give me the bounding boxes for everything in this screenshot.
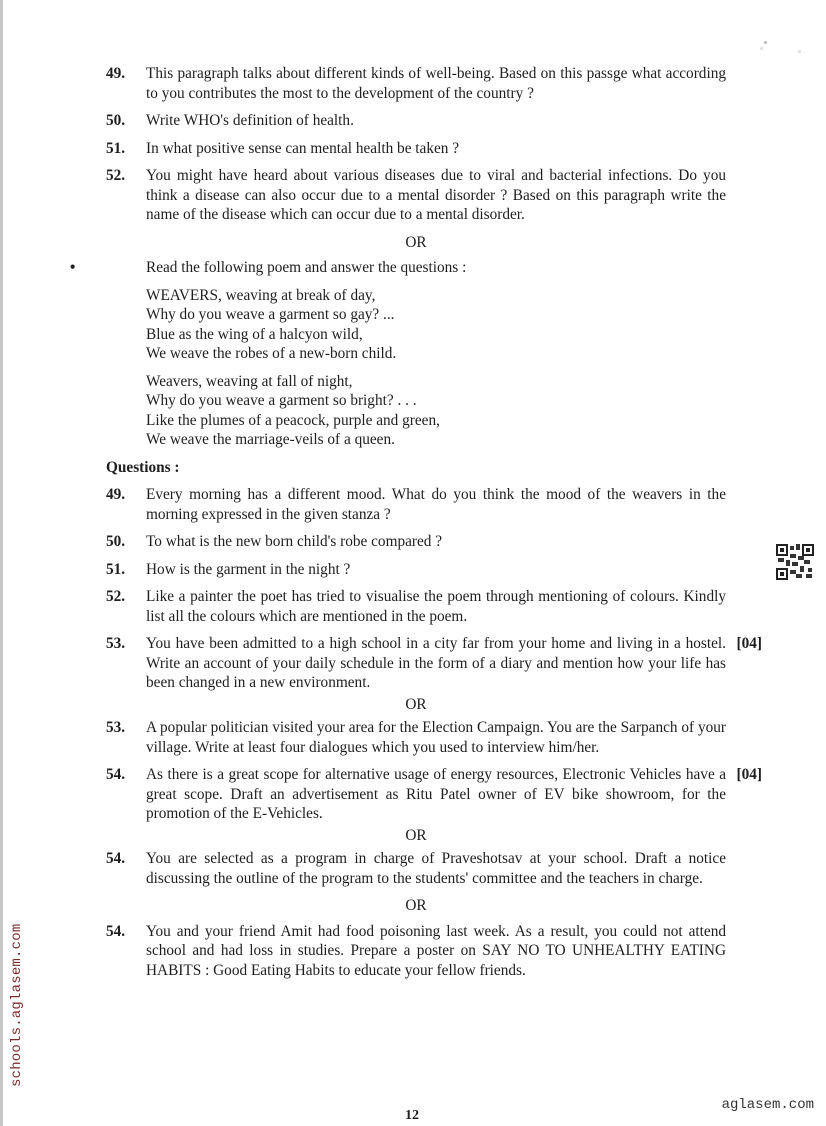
question-53-option-2 <box>106 718 726 757</box>
question-51 <box>106 139 726 159</box>
question-number: 49. <box>106 486 126 503</box>
qr-code-icon <box>776 544 814 580</box>
question-text: To what is the new born child's robe compared ? <box>146 533 443 550</box>
question-text: You are selected as a program in charge of Praveshotsav at your school. Draft a notice discussing the outline of the program to the students' committee and the teachers in charge. <box>146 850 726 887</box>
question-text: You might have heard about various diseases due to viral and bacterial infections. Do you think a disease can also occur due to a mental disorder ? Based on this paragraph write the name of the disease which can occur due to a mental disorder. <box>146 167 726 223</box>
marks-label: [04] <box>736 766 762 783</box>
question-text: Like a painter the poet has tried to visualise the poem through mentioning of colours. Kindly list all the colours which are mentioned in the poem. <box>146 588 726 625</box>
question-text: A popular politician visited your area for the Election Campaign. You are the Sarpanch of your village. Write at least four dialogues which you used to interview him/her. <box>146 719 726 756</box>
question-text: How is the garment in the night ? <box>146 560 351 578</box>
question-52 <box>106 166 726 225</box>
poem-line: We weave the marriage-veils of a queen. <box>146 431 395 448</box>
footer-watermark: aglasem.com <box>721 1097 814 1113</box>
or-separator: OR <box>405 897 427 914</box>
question-number: 54. <box>106 850 126 867</box>
poem-instruction <box>70 258 726 278</box>
marks-label: [04] <box>736 635 762 652</box>
question-text: You have been admitted to a high school in a city far from your home and living in a hostel. Write an account of your daily schedule in the form of a diary and mention how your life has been changed in a new environment. <box>146 635 726 691</box>
scan-specks <box>760 38 810 58</box>
question-54-option-3 <box>106 922 726 981</box>
question-number: 52. <box>106 588 126 605</box>
poem-line: Like the plumes of a peacock, purple and green, <box>146 411 440 429</box>
poem-question-50 <box>106 532 726 552</box>
poem-question-49 <box>106 485 726 524</box>
question-number: 50. <box>106 112 126 129</box>
poem-line: Weavers, weaving at fall of night, <box>146 372 353 390</box>
page-left-border <box>0 0 3 1126</box>
poem-line: WEAVERS, weaving at break of day, <box>146 286 376 304</box>
or-separator: OR <box>405 826 427 844</box>
side-watermark: schools.aglasem.com <box>9 923 25 1087</box>
question-number: 52. <box>106 167 126 184</box>
question-54-option-1 <box>106 765 762 824</box>
question-number: 53. <box>106 719 126 736</box>
question-50 <box>106 111 726 131</box>
question-53-option-1 <box>106 634 762 693</box>
question-number: 54. <box>106 922 126 940</box>
question-number: 54. <box>106 766 126 783</box>
question-text: Write WHO's definition of health. <box>146 112 354 129</box>
poem-question-51 <box>106 560 726 580</box>
poem-stanza-2 <box>146 372 726 450</box>
question-text: This paragraph talks about different kinds of well-being. Based on this passge what according to you contributes the most to the development of the country ? <box>146 65 726 102</box>
question-text: In what positive sense can mental health be taken ? <box>146 139 460 157</box>
question-number: 53. <box>106 635 126 652</box>
page-number: 12 <box>405 1108 419 1123</box>
questions-heading: Questions : <box>106 458 180 476</box>
poem-line: Why do you weave a garment so bright? . . . <box>146 392 417 409</box>
question-number: 51. <box>106 139 126 157</box>
question-number: 51. <box>106 560 126 578</box>
instruction-text: Read the following poem and answer the questions : <box>146 259 467 276</box>
question-54-option-2 <box>106 849 726 888</box>
question-text: Every morning has a different mood. What do you think the mood of the weavers in the morning expressed in the given stanza ? <box>146 486 726 523</box>
question-number: 49. <box>106 65 126 82</box>
exam-page-content <box>70 64 762 988</box>
question-number: 50. <box>106 533 126 550</box>
question-text: You and your friend Amit had food poisoning last week. As a result, you could not attend school and had loss in studies. Prepare a poster on SAY NO TO UNHEALTHY EATING HABITS : Good Eating Habits to educate your fellow friends. <box>146 922 726 979</box>
poem-stanza-1 <box>146 286 726 364</box>
bullet-icon: • <box>70 259 76 276</box>
poem-line: Blue as the wing of a halcyon wild, <box>146 325 363 343</box>
question-49 <box>106 64 726 103</box>
or-separator: OR <box>405 695 427 713</box>
or-separator: OR <box>405 233 427 251</box>
poem-line: We weave the robes of a new-born child. <box>146 345 397 362</box>
poem-question-52 <box>106 587 726 626</box>
question-text: As there is a great scope for alternative usage of energy resources, Electronic Vehicles have a great scope. Draft an advertisement as Ritu Patel owner of EV bike showroom, for the promotion of the E-Vehicles. <box>146 766 726 822</box>
poem-line: Why do you weave a garment so gay? ... <box>146 306 395 323</box>
